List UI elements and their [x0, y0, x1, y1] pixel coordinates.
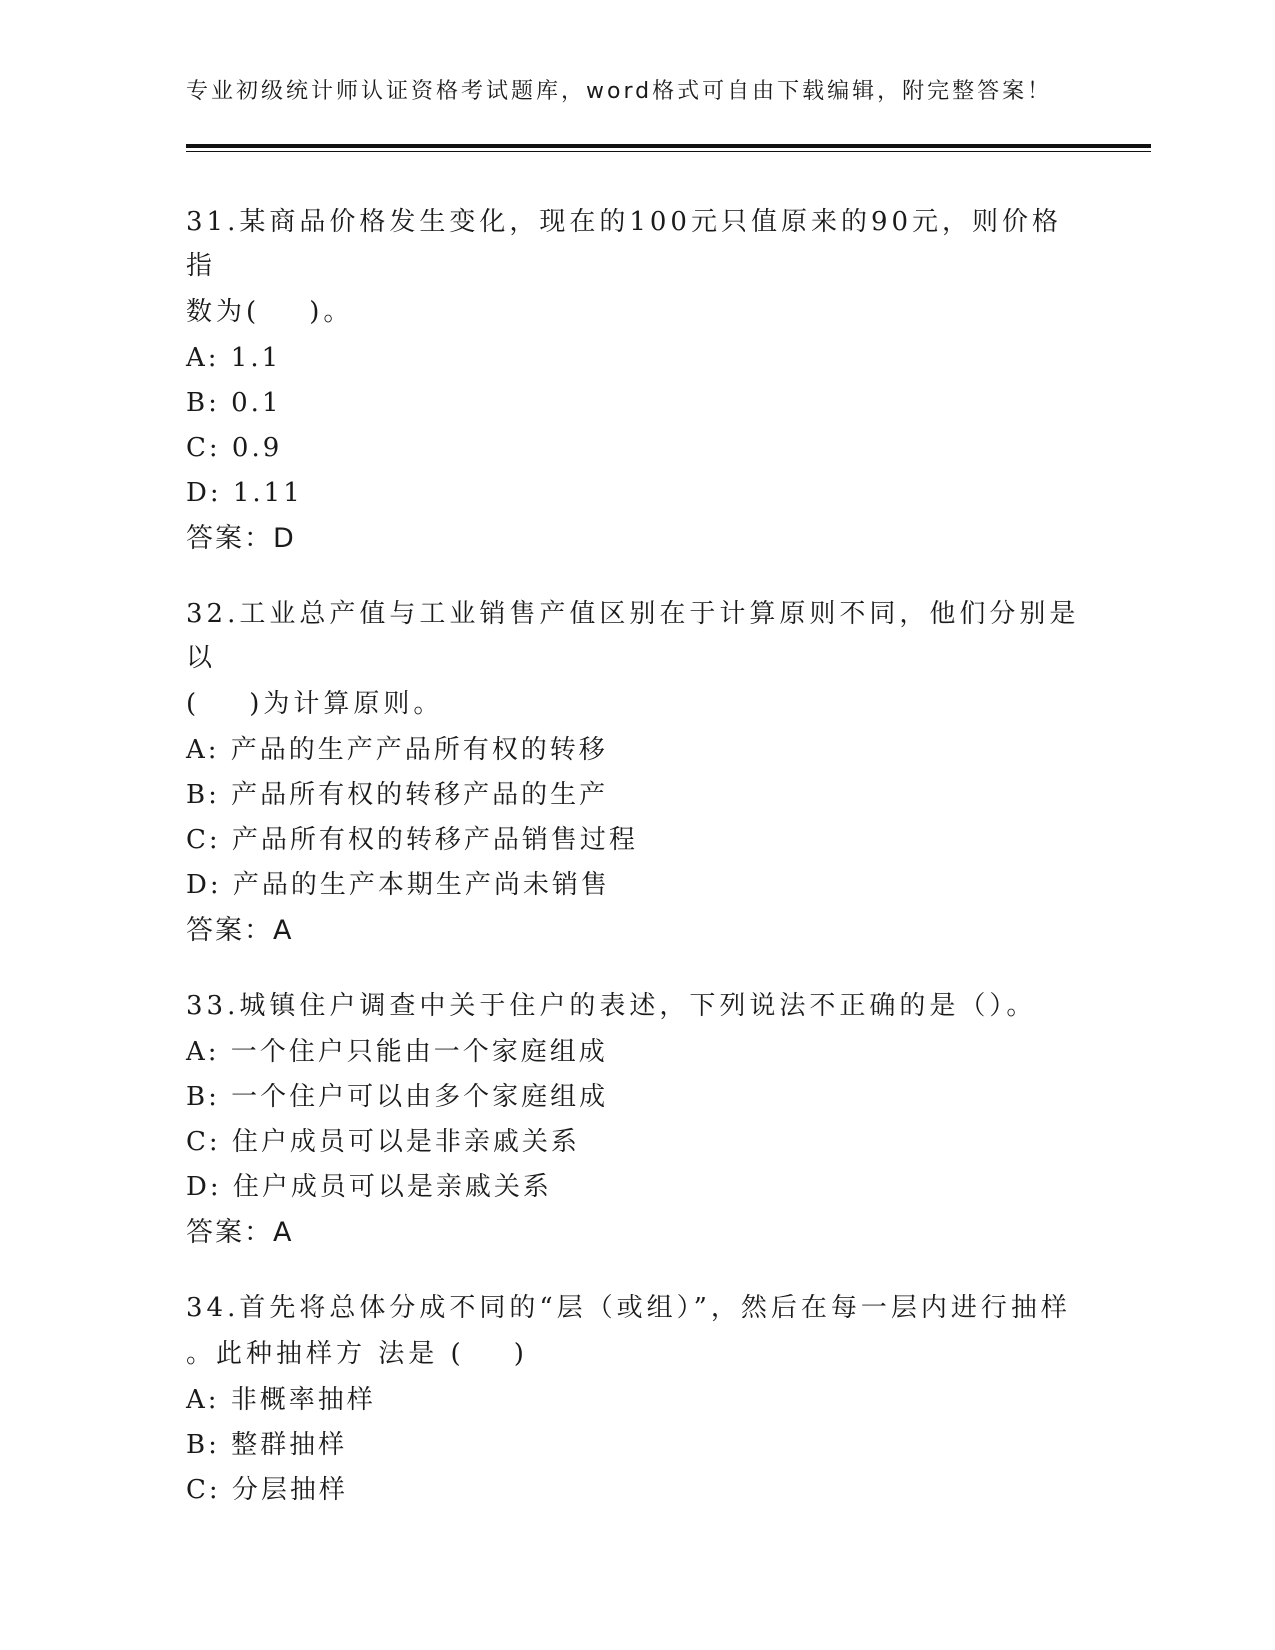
- header-text: 专业初级统计师认证资格考试题库，word格式可自由下载编辑，附完整答案！: [186, 79, 1053, 104]
- question-33: [186, 984, 1086, 1256]
- option-b: B: 整群抽样: [186, 1430, 348, 1460]
- option-a: A: 一个住户只能由一个家庭组成: [186, 1037, 608, 1067]
- question-31: [186, 200, 1086, 562]
- header-divider-thick: [186, 144, 1151, 148]
- option-b: B: 0.1: [186, 388, 282, 418]
- question-32: [186, 592, 1086, 954]
- option-a: A: 产品的生产产品所有权的转移: [186, 735, 608, 765]
- option-c: C: 产品所有权的转移产品销售过程: [186, 825, 638, 855]
- header-divider-thin: [186, 151, 1151, 152]
- option-c: C: 0.9: [186, 433, 283, 463]
- question-stem-line: 34.首先将总体分成不同的“层（或组）”，然后在每一层内进行抽样: [186, 1293, 1071, 1323]
- option-d: D: 住户成员可以是亲戚关系: [186, 1172, 552, 1202]
- answer-label: 答案：D: [186, 523, 296, 554]
- question-stem-line: 31.某商品价格发生变化，现在的100元只值原来的90元，则价格指: [186, 207, 1063, 281]
- answer-label: 答案：A: [186, 915, 294, 946]
- option-b: B: 一个住户可以由多个家庭组成: [186, 1082, 609, 1112]
- option-d: D: 1.11: [186, 478, 303, 508]
- question-stem-line: 32.工业总产值与工业销售产值区别在于计算原则不同，他们分别是以: [186, 599, 1080, 673]
- answer-label: 答案：A: [186, 1217, 294, 1248]
- option-c: C: 分层抽样: [186, 1475, 348, 1505]
- option-a: A: 1.1: [186, 343, 282, 373]
- option-a: A: 非概率抽样: [186, 1385, 376, 1415]
- question-stem-line: ( )为计算原则。: [186, 689, 444, 719]
- question-stem-line: 数为( )。: [186, 297, 354, 327]
- option-c: C: 住户成员可以是非亲戚关系: [186, 1127, 580, 1157]
- question-list: [186, 200, 1086, 1543]
- question-34: [186, 1286, 1086, 1513]
- question-stem-line: 。此种抽样方 法是 ( ): [186, 1339, 528, 1369]
- option-b: B: 产品所有权的转移产品的生产: [186, 780, 609, 810]
- option-d: D: 产品的生产本期生产尚未销售: [186, 870, 610, 900]
- question-stem-line: 33.城镇住户调查中关于住户的表述，下列说法不正确的是（）。: [186, 991, 1037, 1021]
